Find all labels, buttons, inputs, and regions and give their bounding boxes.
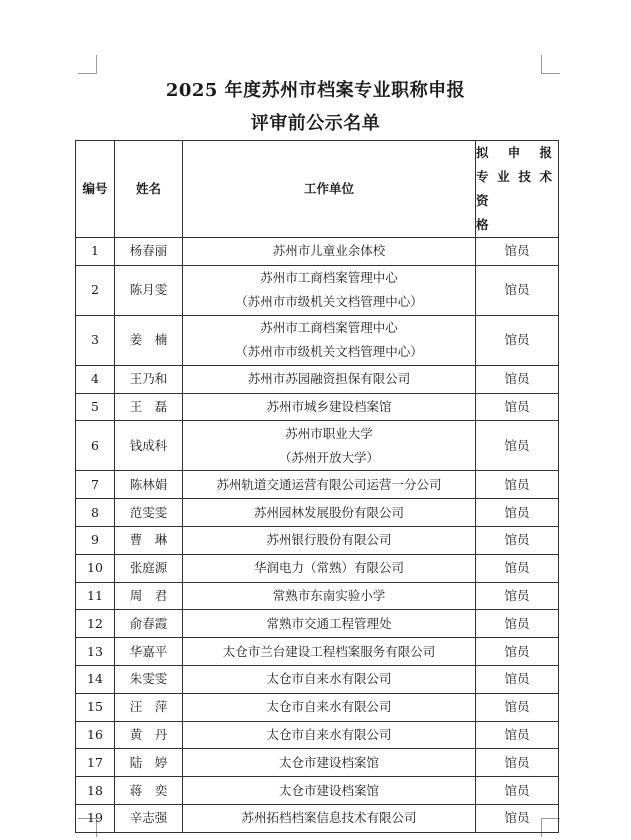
document-title: 2025 年度苏州市档案专业职称申报 bbox=[165, 80, 466, 101]
cell-no: 18 bbox=[76, 777, 115, 805]
cell-unit bbox=[183, 777, 476, 805]
cell-name: 朱雯雯 bbox=[115, 665, 183, 693]
table-row bbox=[76, 693, 559, 721]
cell-qualification: 馆员 bbox=[476, 265, 559, 315]
cell-unit bbox=[183, 393, 476, 421]
cell-name: 王乃和 bbox=[115, 365, 183, 393]
cell-no: 7 bbox=[76, 471, 115, 499]
cell-name: 张庭源 bbox=[115, 554, 183, 582]
cell-unit bbox=[183, 610, 476, 638]
cell-unit bbox=[183, 365, 476, 393]
cell-no: 9 bbox=[76, 526, 115, 554]
cell-unit-line: 太仓市自来水有限公司 bbox=[266, 671, 392, 687]
cell-unit bbox=[183, 238, 476, 266]
cell-unit bbox=[183, 721, 476, 749]
cell-unit-line: 华润电力（常熟）有限公司 bbox=[253, 560, 404, 576]
cell-no: 11 bbox=[76, 582, 115, 610]
cell-no: 4 bbox=[76, 365, 115, 393]
cell-unit-line: 太仓市自来水有限公司 bbox=[266, 726, 392, 742]
header-qualification-line-3: 格 bbox=[476, 217, 489, 232]
cell-name: 钱成科 bbox=[115, 421, 183, 471]
cell-unit-line: 太仓市建设档案馆 bbox=[278, 782, 379, 798]
cell-unit-line: 苏州市工商档案管理中心 bbox=[260, 320, 398, 336]
table-body bbox=[76, 238, 559, 833]
cell-name: 王 磊 bbox=[115, 393, 183, 421]
header-unit: 工作单位 bbox=[183, 141, 476, 238]
cell-unit-line: 苏州市工商档案管理中心 bbox=[260, 270, 398, 286]
cell-unit bbox=[183, 315, 476, 365]
cell-no: 15 bbox=[76, 693, 115, 721]
cell-name: 杨春丽 bbox=[115, 238, 183, 266]
cell-unit-line: 苏州市儿童业余体校 bbox=[272, 243, 386, 259]
cell-no: 6 bbox=[76, 421, 115, 471]
cell-no: 12 bbox=[76, 610, 115, 638]
cell-no: 19 bbox=[76, 804, 115, 832]
table-row bbox=[76, 777, 559, 805]
cell-qualification: 馆员 bbox=[476, 665, 559, 693]
cell-unit bbox=[183, 582, 476, 610]
cell-qualification: 馆员 bbox=[476, 238, 559, 266]
cell-qualification: 馆员 bbox=[476, 610, 559, 638]
cell-unit-line: 苏州银行股份有限公司 bbox=[266, 532, 392, 548]
cell-qualification: 馆员 bbox=[476, 393, 559, 421]
cell-qualification: 馆员 bbox=[476, 638, 559, 666]
cell-unit-line: （苏州市市级机关文档管理中心） bbox=[235, 294, 423, 310]
cell-name: 俞春霞 bbox=[115, 610, 183, 638]
cell-name: 曹 琳 bbox=[115, 526, 183, 554]
cell-qualification: 馆员 bbox=[476, 721, 559, 749]
table-row bbox=[76, 638, 559, 666]
cell-name: 汪 萍 bbox=[115, 693, 183, 721]
cell-unit bbox=[183, 665, 476, 693]
cell-unit bbox=[183, 526, 476, 554]
table-row bbox=[76, 749, 559, 777]
cell-qualification: 馆员 bbox=[476, 554, 559, 582]
cell-unit-line: 太仓市兰台建设工程档案服务有限公司 bbox=[222, 643, 436, 659]
cell-unit-line: （苏州市市级机关文档管理中心） bbox=[235, 344, 423, 360]
cell-name: 陈林娟 bbox=[115, 471, 183, 499]
cell-unit-line: （苏州开放大学） bbox=[278, 449, 379, 465]
cell-no: 16 bbox=[76, 721, 115, 749]
cell-unit bbox=[183, 638, 476, 666]
table-row bbox=[76, 610, 559, 638]
cell-qualification: 馆员 bbox=[476, 582, 559, 610]
table-row bbox=[76, 665, 559, 693]
cell-unit-line: 苏州轨道交通运营有限公司运营一分公司 bbox=[216, 476, 442, 492]
cell-name: 蒋 奕 bbox=[115, 777, 183, 805]
cell-qualification: 馆员 bbox=[476, 693, 559, 721]
cell-name: 陈月雯 bbox=[115, 265, 183, 315]
cell-name: 周 君 bbox=[115, 582, 183, 610]
cell-name: 黄 丹 bbox=[115, 721, 183, 749]
cell-qualification: 馆员 bbox=[476, 365, 559, 393]
crop-mark-top-right bbox=[541, 55, 560, 74]
document-subtitle: 评审前公示名单 bbox=[250, 113, 381, 134]
crop-mark-top-left bbox=[78, 55, 97, 74]
table-row bbox=[76, 554, 559, 582]
table-row bbox=[76, 421, 559, 471]
cell-unit bbox=[183, 749, 476, 777]
cell-no: 8 bbox=[76, 499, 115, 527]
cell-unit-line: 太仓市自来水有限公司 bbox=[266, 699, 392, 715]
cell-no: 2 bbox=[76, 265, 115, 315]
cell-name: 华嘉平 bbox=[115, 638, 183, 666]
cell-qualification: 馆员 bbox=[476, 526, 559, 554]
table-row bbox=[76, 721, 559, 749]
cell-unit bbox=[183, 265, 476, 315]
cell-no: 1 bbox=[76, 238, 115, 266]
cell-name: 辛志强 bbox=[115, 804, 183, 832]
table-row bbox=[76, 393, 559, 421]
table-row bbox=[76, 582, 559, 610]
table-row bbox=[76, 365, 559, 393]
table-row bbox=[76, 315, 559, 365]
cell-name: 姜 楠 bbox=[115, 315, 183, 365]
cell-qualification: 馆员 bbox=[476, 777, 559, 805]
cell-no: 13 bbox=[76, 638, 115, 666]
table-row bbox=[76, 499, 559, 527]
table-row bbox=[76, 471, 559, 499]
cell-unit-line: 苏州园林发展股份有限公司 bbox=[253, 504, 404, 520]
cell-unit bbox=[183, 693, 476, 721]
cell-unit bbox=[183, 554, 476, 582]
table-row bbox=[76, 265, 559, 315]
cell-no: 14 bbox=[76, 665, 115, 693]
header-name: 姓名 bbox=[115, 141, 183, 238]
cell-unit bbox=[183, 499, 476, 527]
cell-qualification: 馆员 bbox=[476, 749, 559, 777]
table-row bbox=[76, 238, 559, 266]
header-no: 编号 bbox=[76, 141, 115, 238]
cell-no: 10 bbox=[76, 554, 115, 582]
cell-unit-line: 苏州市城乡建设档案馆 bbox=[266, 398, 392, 414]
cell-unit bbox=[183, 421, 476, 471]
table-row bbox=[76, 804, 559, 832]
cell-qualification: 馆员 bbox=[476, 421, 559, 471]
cell-name: 陆 婷 bbox=[115, 749, 183, 777]
cell-qualification: 馆员 bbox=[476, 315, 559, 365]
cell-qualification: 馆员 bbox=[476, 804, 559, 832]
cell-no: 3 bbox=[76, 315, 115, 365]
cell-unit-line: 常熟市东南实验小学 bbox=[272, 587, 386, 603]
cell-qualification: 馆员 bbox=[476, 499, 559, 527]
cell-qualification: 馆员 bbox=[476, 471, 559, 499]
cell-unit-line: 苏州拓档档案信息技术有限公司 bbox=[241, 810, 417, 826]
cell-no: 5 bbox=[76, 393, 115, 421]
publicity-list-table bbox=[75, 140, 559, 833]
cell-unit bbox=[183, 471, 476, 499]
cell-unit-line: 常熟市交通工程管理处 bbox=[266, 615, 392, 631]
header-qualification bbox=[476, 141, 559, 238]
cell-name: 范雯雯 bbox=[115, 499, 183, 527]
cell-unit bbox=[183, 804, 476, 832]
cell-no: 17 bbox=[76, 749, 115, 777]
cell-unit-line: 苏州市职业大学 bbox=[285, 425, 373, 441]
header-qualification-line-1: 拟 申 报 bbox=[476, 145, 552, 160]
cell-unit-line: 苏州市苏园融资担保有限公司 bbox=[247, 371, 411, 387]
table-header-row bbox=[76, 141, 559, 238]
cell-unit-line: 太仓市建设档案馆 bbox=[278, 754, 379, 770]
table-row bbox=[76, 526, 559, 554]
header-qualification-line-2: 专 业 技 术 资 bbox=[476, 169, 552, 208]
